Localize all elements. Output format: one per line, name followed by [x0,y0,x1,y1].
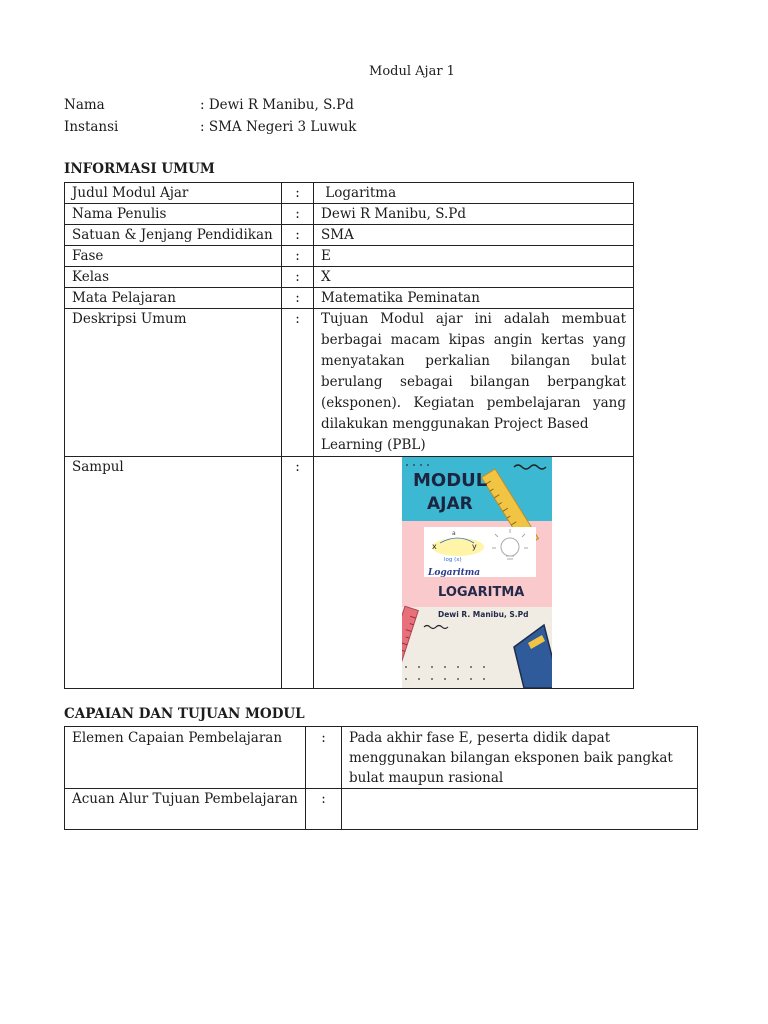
row-value: Dewi R Manibu, S.Pd [314,204,634,225]
table-row [65,225,634,246]
table-row [65,267,634,288]
identity-label: Nama [64,97,105,113]
row-separator: : [282,267,314,288]
row-separator: : [282,457,314,689]
cover-title-line1: MODUL [413,470,488,491]
row-separator: : [282,183,314,204]
cover-script-title: Logaritma [428,568,481,578]
document-title: Modul Ajar 1 [369,64,455,79]
row-value [342,789,698,830]
formula-log: log (x) [444,557,462,563]
table-row [65,789,698,830]
table-row [65,183,634,204]
row-label: Nama Penulis [65,204,282,225]
row-value: Matematika Peminatan [314,288,634,309]
row-label: Sampul [65,457,282,689]
identity-value: : Dewi R Manibu, S.Pd [200,97,354,113]
table-row-sampul [65,457,634,689]
identity-label: Instansi [64,119,119,135]
row-value: E [314,246,634,267]
section-heading-informasi-umum: INFORMASI UMUM [64,161,215,177]
row-separator: : [306,727,342,789]
table-row [65,204,634,225]
table-row [65,288,634,309]
cover-subtitle: LOGARITMA [438,585,525,600]
description-body: Tujuan Modul ajar ini adalah membuat berbagai macam kipas angin kertas yang menyatakan perkalian bilangan bulat berulang sebagai bilangan berpangkat (eksponen). Kegiatan pembelajaran yang dilakukan menggunakan Project Based [321,311,626,432]
row-value: Pada akhir fase E, peserta didik dapat menggunakan bilangan eksponen baik pangkat bulat maupun rasional [342,727,698,789]
row-separator: : [282,225,314,246]
row-label: Mata Pelajaran [65,288,282,309]
table-row [65,727,698,789]
description-last-line: Learning (PBL) [321,437,426,453]
row-label: Acuan Alur Tujuan Pembelajaran [65,789,306,830]
capaian-table [64,726,698,830]
section-heading-capaian: CAPAIAN DAN TUJUAN MODUL [64,706,305,722]
row-separator: : [282,204,314,225]
cover-image [402,457,552,688]
table-row [65,246,634,267]
row-label: Satuan & Jenjang Pendidikan [65,225,282,246]
row-value: X [314,267,634,288]
row-label: Fase [65,246,282,267]
cover-title-line2: AJAR [427,494,473,514]
description-text [314,309,634,457]
cover-cell [314,457,634,689]
row-separator: : [282,309,314,457]
formula-top: a [452,530,456,537]
row-value: SMA [314,225,634,246]
row-separator: : [306,789,342,830]
row-label: Elemen Capaian Pembelajaran [65,727,306,789]
identity-value: : SMA Negeri 3 Luwuk [200,119,357,135]
row-value: Logaritma [314,183,634,204]
row-separator: : [282,288,314,309]
row-label: Kelas [65,267,282,288]
informasi-umum-table [64,182,634,689]
formula-y: y [472,542,477,551]
row-separator: : [282,246,314,267]
row-label: Deskripsi Umum [65,309,282,457]
formula-x: x [432,542,437,551]
row-label: Judul Modul Ajar [65,183,282,204]
table-row-deskripsi [65,309,634,457]
cover-author: Dewi R. Manibu, S.Pd [438,610,529,619]
